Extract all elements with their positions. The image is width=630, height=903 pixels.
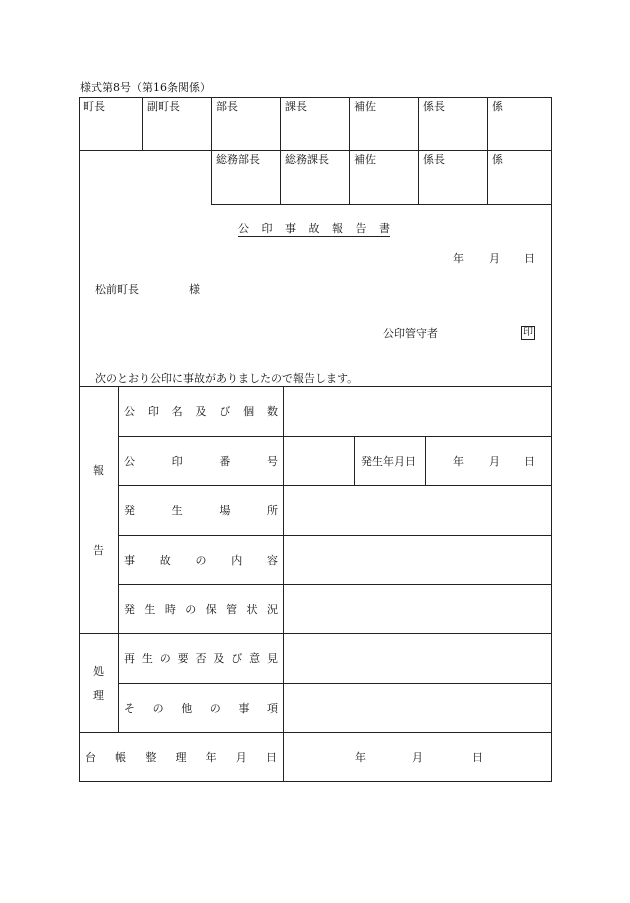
label-char: 生 (171, 504, 183, 517)
label-char: 号 (266, 455, 278, 468)
label-char: 事 (285, 222, 296, 235)
label-char: の (159, 652, 171, 665)
label-char: 場 (219, 504, 231, 517)
label-char: 要 (177, 652, 189, 665)
report-row-label (124, 603, 278, 616)
addressee-name: 松前町長 (95, 283, 139, 296)
label-char: び (231, 652, 243, 665)
intro-text: 次のとおり公印に事故がありましたので報告します。 (95, 372, 359, 385)
label-char: 発 (124, 504, 135, 517)
label-char: 故 (308, 222, 320, 235)
report-row-label (124, 405, 278, 418)
label-char: 番 (219, 455, 231, 468)
report-section-char: 報 (93, 464, 104, 477)
label-char: 故 (159, 554, 171, 567)
approval-label: 部長 (216, 100, 238, 113)
occurrence-date-label: 発生年月日 (361, 455, 416, 468)
label-char: 事 (238, 702, 250, 715)
title-text (238, 222, 390, 236)
report-row-label (124, 504, 278, 517)
label-char: 意 (249, 652, 261, 665)
label-char: 他 (181, 702, 193, 715)
approval-label: 総務課長 (285, 153, 329, 166)
label-char: 帳 (115, 751, 127, 764)
label-char: の (152, 702, 164, 715)
report-row-label (124, 455, 278, 468)
label-char: 保 (205, 603, 217, 616)
approval-label: 係長 (423, 153, 445, 166)
form-number: 様式第8号（第16条関係） (80, 81, 211, 94)
disposal-section-char: 処 (93, 665, 104, 678)
approval-label: 補佐 (354, 153, 376, 166)
label-char: 公 (238, 222, 249, 235)
approval-label: 係 (492, 153, 503, 166)
approval-label: 係 (492, 100, 503, 113)
label-char: 容 (267, 554, 278, 567)
label-char: 生 (144, 603, 156, 616)
ledger-month-label: 月 (412, 751, 423, 764)
label-char: の (195, 554, 207, 567)
approval-label: 課長 (285, 100, 307, 113)
label-char: 印 (171, 455, 183, 468)
label-char: 項 (266, 702, 278, 715)
seal-mark: 印 (523, 327, 533, 338)
label-char: 況 (266, 603, 278, 616)
label-char: 公 (124, 405, 135, 418)
occurrence-month-label: 月 (489, 455, 500, 468)
label-char: 所 (266, 504, 278, 517)
label-char: 台 (85, 751, 96, 764)
disposal-row-label (124, 702, 278, 715)
occurrence-year-label: 年 (453, 455, 464, 468)
date-year-label: 年 (453, 252, 464, 265)
custodian-label: 公印管守者 (383, 327, 438, 340)
report-section-char: 告 (93, 544, 104, 557)
addressee-honorific: 様 (189, 283, 200, 296)
label-char: 報 (332, 222, 343, 235)
label-char: 印 (261, 222, 273, 235)
label-char: び (219, 405, 231, 418)
disposal-row-label (124, 652, 278, 665)
label-char: 見 (267, 652, 278, 665)
approval-label: 係長 (423, 100, 445, 113)
report-row-label (124, 554, 278, 567)
approval-label: 補佐 (354, 100, 376, 113)
label-char: 整 (145, 751, 157, 764)
label-char: 及 (195, 405, 207, 418)
approval-label: 町長 (83, 100, 105, 113)
label-char: 月 (235, 751, 247, 764)
occurrence-day-label: 日 (524, 455, 535, 468)
page-title (238, 222, 390, 237)
label-char: 印 (147, 405, 159, 418)
label-char: 再 (124, 652, 135, 665)
approval-label: 副町長 (147, 100, 180, 113)
label-char: 状 (246, 603, 258, 616)
label-char: 名 (171, 405, 183, 418)
label-char: 日 (265, 751, 277, 764)
label-char: 内 (231, 554, 243, 567)
label-char: 書 (379, 222, 390, 235)
label-char: の (209, 702, 221, 715)
label-char: 時 (164, 603, 176, 616)
label-char: 年 (205, 751, 217, 764)
label-char: そ (124, 702, 135, 715)
label-char: 事 (124, 554, 135, 567)
disposal-section-char: 理 (93, 689, 104, 702)
date-day-label: 日 (524, 252, 535, 265)
label-char: 公 (124, 455, 135, 468)
label-char: 個 (243, 405, 255, 418)
label-char: の (185, 603, 197, 616)
label-char: 否 (195, 652, 207, 665)
label-char: 告 (355, 222, 367, 235)
ledger-label (85, 751, 277, 764)
approval-label: 総務部長 (216, 153, 260, 166)
label-char: 数 (266, 405, 278, 418)
label-char: 理 (175, 751, 187, 764)
label-char: 及 (213, 652, 225, 665)
label-char: 発 (124, 603, 135, 616)
label-char: 管 (226, 603, 238, 616)
ledger-day-label: 日 (472, 751, 483, 764)
label-char: 生 (141, 652, 153, 665)
ledger-year-label: 年 (355, 751, 366, 764)
date-month-label: 月 (489, 252, 500, 265)
